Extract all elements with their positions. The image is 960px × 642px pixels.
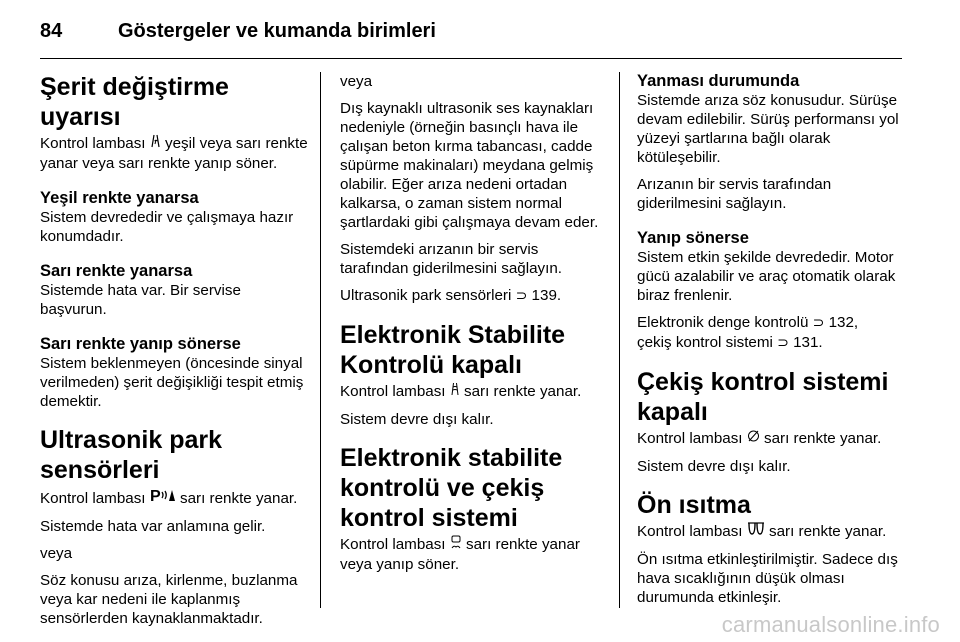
text: Elektronik denge kontrolü <box>637 314 809 331</box>
paragraph-dirt: Söz konusu arıza, kirlenme, buzlanma veya kar nedeni ile kaplanmış sensörlerden kaynaklanmaktadır. <box>40 572 298 627</box>
paragraph-on: Sistemde arıza söz konusudur. Sürüşe devam edilebilir. Sürüş performansı yol yüzeyi şartlarına bağlı olarak kötüleşebilir. <box>637 92 899 166</box>
text: Ultrasonik park sensörleri <box>340 287 512 304</box>
text: yeşil veya sarı renkte yanar veya sarı renkte yanıp söner. <box>40 135 308 172</box>
page-ref-number: 131. <box>793 334 823 351</box>
paragraph-park-lamp <box>40 487 308 509</box>
column-3 <box>637 72 909 615</box>
heading-green: Yeşil renkte yanarsa <box>40 189 199 207</box>
page-ref-icon: ⊃ <box>777 335 789 351</box>
paragraph-yellow-flash: Sistem beklenmeyen (öncesinde sinyal verilmeden) şerit değişikliği tespit etmiş demektir. <box>40 355 304 410</box>
heading-esp-tc: Elektronik stabilite kontrolü ve çekiş kontrol sistemi <box>340 444 563 532</box>
text: Kontrol lambası <box>40 490 146 507</box>
paragraph-or: veya <box>340 73 373 90</box>
heading-yellow: Sarı renkte yanarsa <box>40 262 193 280</box>
paragraph-green: Sistem devrededir ve çalışmaya hazır konumdadır. <box>40 209 294 245</box>
svg-text:P: P <box>149 488 161 503</box>
page-number: 84 <box>40 19 63 42</box>
paragraph-tc-lamp <box>637 429 909 449</box>
park-sensor-icon <box>150 487 176 509</box>
paragraph-or: veya <box>40 545 73 562</box>
esp-off-icon <box>450 382 460 402</box>
paragraph-esp-disabled: Sistem devre dışı kalır. <box>340 411 494 428</box>
heading-yellow-flash: Sarı renkte yanıp sönerse <box>40 335 241 353</box>
text: Kontrol lambası <box>340 383 446 400</box>
text: sarı renkte yanar. <box>180 490 298 507</box>
paragraph-tc-disabled: Sistem devre dışı kalır. <box>637 458 791 475</box>
text: Kontrol lambası <box>340 536 446 553</box>
traction-control-off-icon <box>747 429 760 449</box>
paragraph-preheat: Ön ısıtma etkinleştirilmiştir. Sadece dış hava sıcaklığının düşük olması durumunda etkinleşir. <box>637 551 898 606</box>
page-ref-number: 132, <box>828 314 859 331</box>
heading-park-sensors: Ultrasonik park sensörleri <box>40 426 223 484</box>
paragraph-noise: Dış kaynaklı ultrasonik ses kaynakları nedeniyle (örneğin basınçlı hava ile çalışan beton kırma tabancası, cadde süpürme makinaları) meydana gelmiş olabilir. Eğer arıza nedeni ortadan kalkarsa, o zaman sistem normal şartlardaki gibi çalışmaya devam eder. <box>340 100 599 231</box>
paragraph-yellow: Sistemde hata var. Bir servise başvurun. <box>40 282 241 318</box>
text: çekiş kontrol sistemi <box>637 334 773 351</box>
heading-esp-off: Elektronik Stabilite Kontrolü kapalı <box>340 321 566 379</box>
text: Kontrol lambası <box>40 135 146 152</box>
text: sarı renkte yanar veya yanıp söner. <box>340 536 580 573</box>
paragraph-esp-lamp <box>340 382 608 402</box>
watermark: carmanualsonline.info <box>721 612 940 637</box>
paragraph-refs-2 <box>637 333 909 353</box>
text: Kontrol lambası <box>637 430 743 447</box>
paragraph-park-ref <box>340 286 608 306</box>
page-header <box>40 14 920 48</box>
page-ref-icon: ⊃ <box>812 315 825 331</box>
heading-on: Yanması durumunda <box>637 72 800 90</box>
column-divider-2 <box>619 72 620 608</box>
lane-change-warning-icon <box>150 134 161 154</box>
heading-tc-off: Çekiş kontrol sistemi kapalı <box>637 368 889 426</box>
text: sarı renkte yanar. <box>769 523 887 540</box>
page-title: Göstergeler ve kumanda birimleri <box>118 19 436 42</box>
paragraph-lane-lamp <box>40 134 308 173</box>
header-divider <box>40 58 902 59</box>
paragraph-on-service: Arızanın bir servis tarafından giderilmesini sağlayın. <box>637 176 832 212</box>
heading-flash: Yanıp sönerse <box>637 229 749 247</box>
paragraph-refs <box>637 313 909 333</box>
esp-icon <box>450 535 462 555</box>
text: sarı renkte yanar. <box>764 430 882 447</box>
column-1 <box>40 72 308 636</box>
text: sarı renkte yanar. <box>464 383 582 400</box>
paragraph-preheat-lamp <box>637 522 909 542</box>
column-divider-1 <box>320 72 321 608</box>
heading-lane-change: Şerit değiştirme uyarısı <box>40 73 229 131</box>
page-ref-number: 139. <box>531 287 562 304</box>
heading-preheat: Ön ısıtma <box>637 491 751 519</box>
text: Kontrol lambası <box>637 523 743 540</box>
paragraph-service: Sistemdeki arızanın bir servis tarafından giderilmesini sağlayın. <box>340 241 563 277</box>
glow-plug-icon <box>747 522 765 542</box>
paragraph-park-fault: Sistemde hata var anlamına gelir. <box>40 518 266 535</box>
page-ref-icon: ⊃ <box>515 288 528 304</box>
column-2 <box>340 72 608 582</box>
paragraph-esp-tc-lamp <box>340 535 608 574</box>
paragraph-flash: Sistem etkin şekilde devrededir. Motor gücü azalabilir ve araç otomatik olarak biraz frenlenir. <box>637 249 896 304</box>
